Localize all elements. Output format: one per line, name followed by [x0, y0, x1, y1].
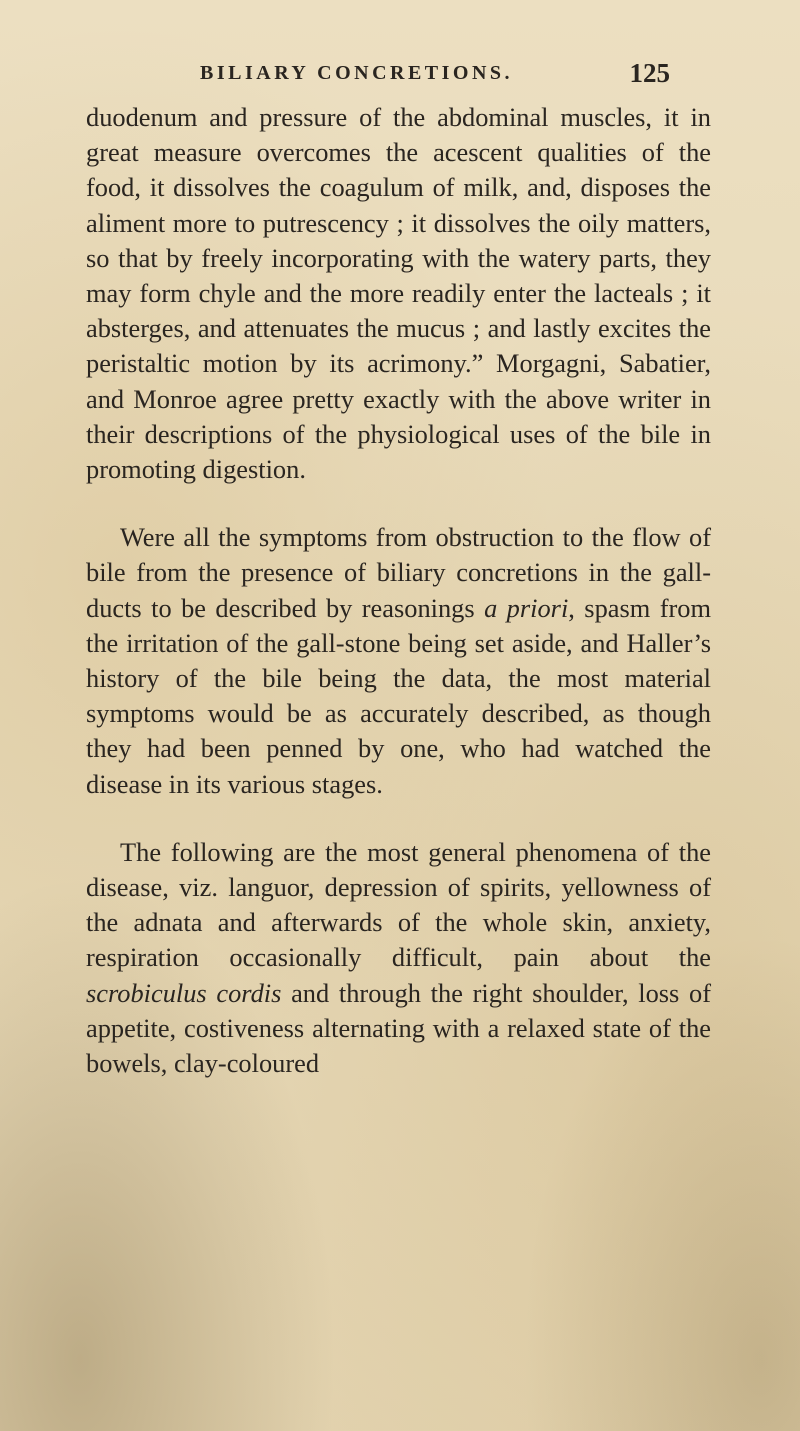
- text-segment: The following are the most general phenomena of the disease, viz. languor, depression of spirits, yellowness of the adnata and afterwards of the whole skin, anxiety, respiration occasionally difficult, pain about the: [86, 836, 711, 973]
- page-number: 125: [629, 58, 670, 88]
- body-text: [86, 100, 711, 1081]
- italic-phrase: scrobiculus cordis: [86, 977, 282, 1008]
- running-head: [150, 58, 670, 94]
- italic-phrase: a priori: [484, 592, 569, 623]
- text-segment: and through the right shoulder, loss of appetite, costiveness alternating with a relaxed state of the bowels, clay-coloured: [86, 977, 711, 1079]
- text-segment: , spasm from the irritation of the gall-stone being set aside, and Haller’s history of the bile being the data, the most material symptoms would be as accurately described, as though they had been penned by one, who had watched the disease in its various stages.: [86, 592, 711, 799]
- text-segment: duodenum and pressure of the abdominal muscles, it in great measure overcomes the acescent qualities of the food, it dissolves the coagulum of milk, and, disposes the aliment more to putrescency ; it dissolves the oily matters, so that by freely incorporating with the watery parts, they may form chyle and the more readily enter the lacteals ; it absterges, and attenuates the mucus ; and lastly excites the peristaltic motion by its acrimony.” Morgagni, Sabatier, and Monroe agree pretty exactly with the above writer in their descriptions of the physiological uses of the bile in promoting digestion.: [86, 102, 711, 485]
- paragraph-continued: [86, 100, 711, 487]
- paragraph-symptoms-reasoning: [86, 520, 711, 802]
- paragraph-phenomena: [86, 835, 711, 1081]
- text-segment: Were all the symptoms from obstruction to the flow of bile from the presence of biliary concretions in the gall-ducts to be described by reasonings: [86, 522, 711, 623]
- running-title: BILIARY CONCRETIONS.: [200, 62, 514, 84]
